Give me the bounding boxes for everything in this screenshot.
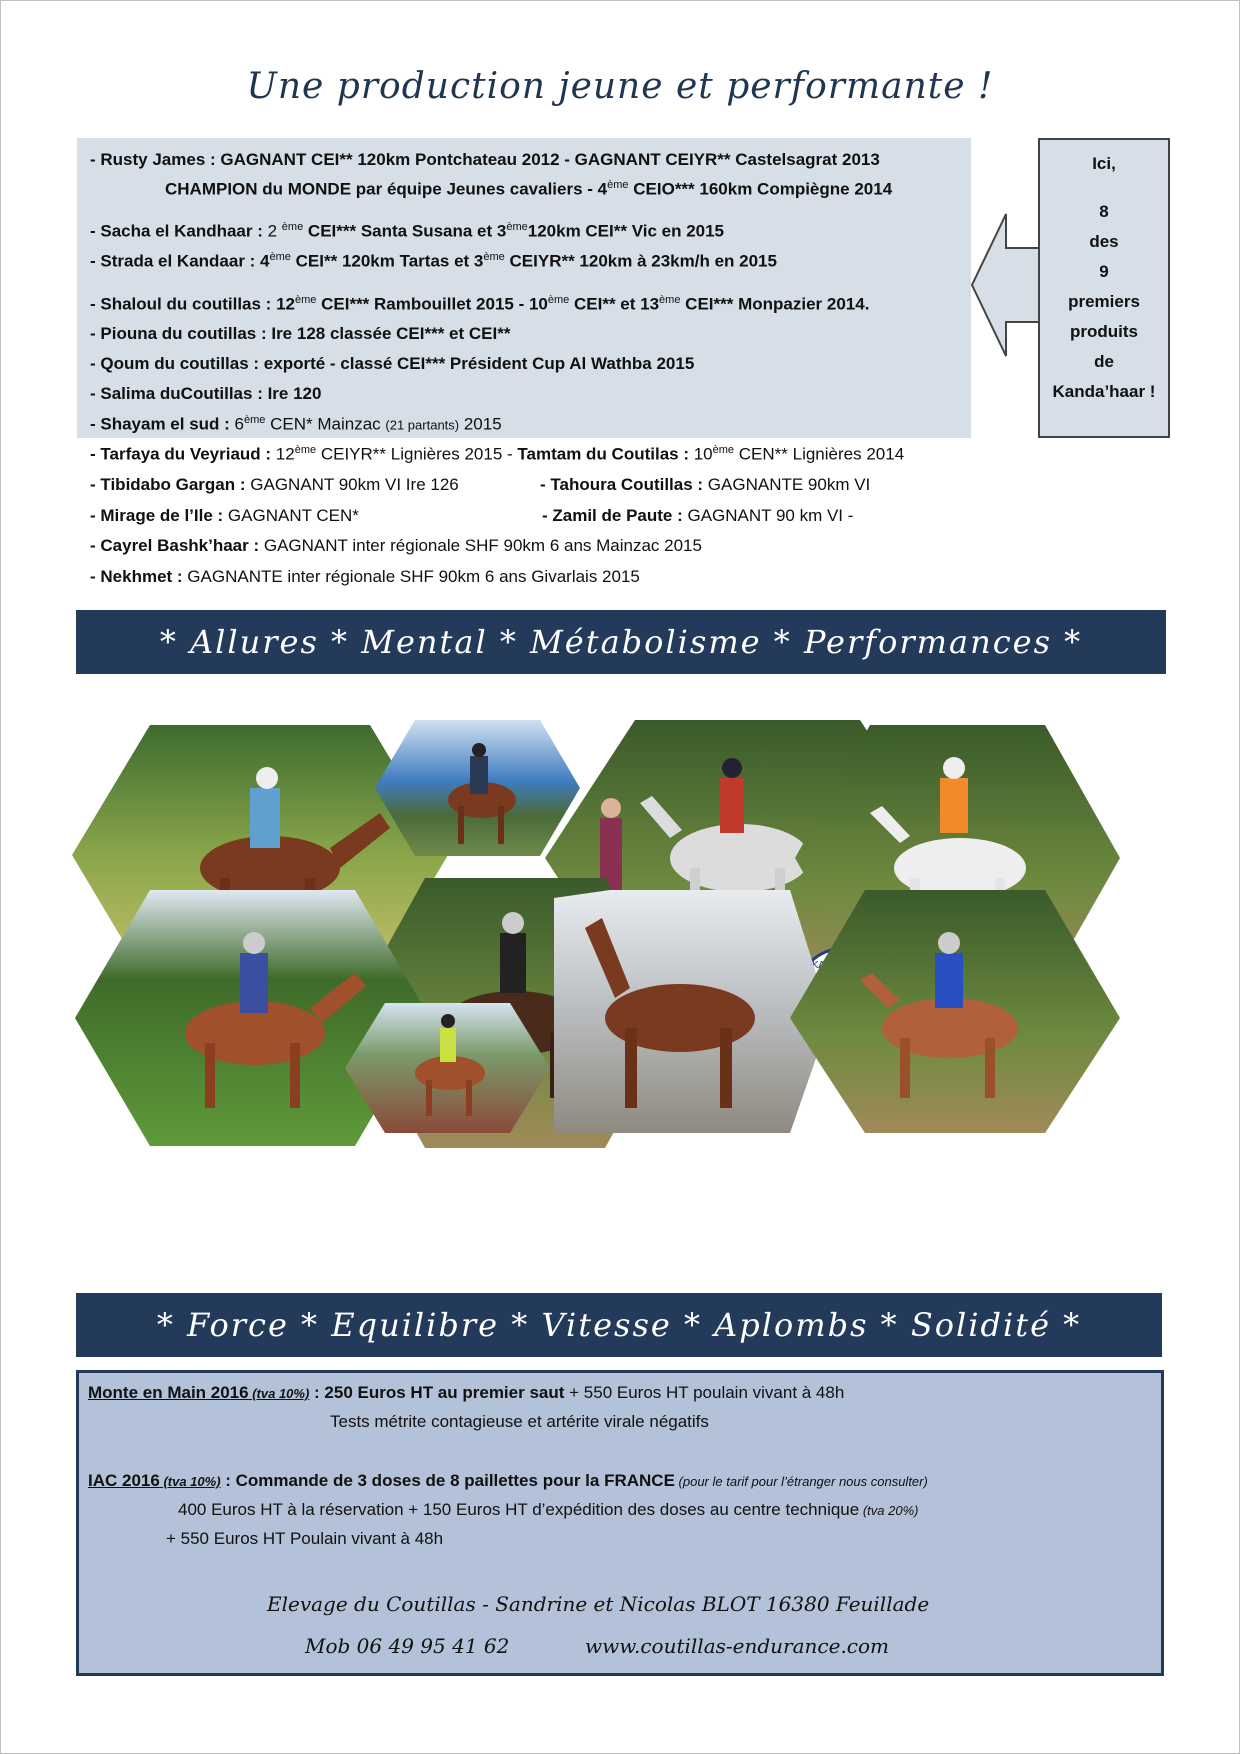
result-note: (21 partants)	[385, 417, 460, 433]
ordinal-sup: ème	[506, 221, 528, 233]
colon: :	[220, 1471, 231, 1490]
horse-name: - Tarfaya du Veyriaud :	[90, 444, 272, 464]
result-text: Ire 128 classée CEI*** et CEI**	[266, 324, 511, 343]
ordinal-sup: ème	[607, 179, 629, 191]
ordinal-sup: ème	[659, 294, 681, 306]
callout-line: premiers	[1068, 292, 1140, 311]
result-text: CEIYR** 120km à 23km/h en 2015	[504, 251, 777, 271]
monte-tva: (tva 10%)	[248, 1386, 310, 1401]
result-text: GAGNANT CEI** 120km Pontchateau 2012 - GAGNANT CEIYR** Castelsagrat 2013	[215, 150, 880, 169]
phone-number: Mob 06 49 95 41 62	[305, 1634, 510, 1658]
page-title: Une production jeune et performante !	[246, 66, 994, 107]
iac-line	[88, 1471, 928, 1491]
photo-horse-barn	[554, 890, 830, 1133]
result-tahoura	[540, 475, 870, 495]
result-text: CEI*** Monpazier 2014.	[680, 294, 870, 314]
monte-label: Monte en Main 2016	[88, 1383, 249, 1402]
monte-extra: + 550 Euros HT poulain vivant à 48h	[564, 1383, 845, 1402]
iac-line-3: + 550 Euros HT Poulain vivant à 48h	[166, 1529, 444, 1548]
result-salima	[90, 384, 321, 404]
result-text: CEN** Lignières 2014	[734, 444, 905, 464]
callout-line: Ici,	[1092, 154, 1116, 173]
horse-name: - Salima duCoutillas :	[90, 384, 263, 403]
horse-name: - Piouna du coutillas :	[90, 324, 267, 343]
horse-name: - Qoum du coutillas :	[90, 354, 260, 373]
qualities-banner-top: * Allures * Mental * Métabolisme * Performances *	[76, 610, 1166, 674]
result-rusty-james	[90, 150, 880, 170]
result-strada	[90, 251, 777, 272]
result-text: 120km CEI** Vic en 2015	[527, 221, 725, 241]
result-text: CEIYR** Lignières 2015 -	[316, 444, 518, 464]
horse-name: - Strada el Kandaar :	[90, 251, 256, 271]
ordinal-sup: ème	[483, 251, 505, 263]
result-cayrel	[90, 536, 702, 556]
iac-label: IAC 2016	[88, 1471, 160, 1490]
result-text: CHAMPION du MONDE par équipe Jeunes cavaliers - 4	[165, 179, 608, 199]
photo-rider-heath	[345, 1003, 550, 1133]
result-text: GAGNANTE inter régionale SHF 90km 6 ans Givarlais 2015	[182, 567, 640, 586]
horse-name: - Rusty James :	[90, 150, 216, 169]
result-text: 2	[262, 221, 282, 241]
result-text: CEI*** Santa Susana et 3	[303, 221, 507, 241]
horse-name: - Zamil de Paute :	[542, 506, 683, 525]
colon: :	[309, 1383, 320, 1402]
result-sacha	[90, 221, 724, 242]
callout-line: 9	[1099, 262, 1109, 281]
tests-line: Tests métrite contagieuse et artérite virale négatifs	[330, 1412, 709, 1431]
callout-line: des	[1089, 232, 1119, 251]
callout-box	[1038, 138, 1170, 438]
result-shayam	[90, 414, 502, 435]
ordinal-sup: ème	[712, 444, 735, 456]
result-text: 4	[255, 251, 270, 271]
result-text: Ire 120	[262, 384, 322, 403]
result-text: CEI*** Rambouillet 2015 - 10	[316, 294, 548, 314]
result-text: 12	[271, 444, 295, 464]
horse-name: - Shaloul du coutillas :	[90, 294, 272, 314]
result-text: CEIO*** 160km Compiègne 2014	[628, 179, 893, 199]
horse-photo-gallery	[70, 718, 1170, 1278]
monte-line	[88, 1383, 844, 1403]
breeder-address: Elevage du Coutillas - Sandrine et Nicolas BLOT 16380 Feuillade	[267, 1592, 930, 1616]
result-shaloul	[90, 294, 869, 315]
iac-line-2	[178, 1500, 918, 1520]
horse-name: - Cayrel Bashk’haar :	[90, 536, 260, 555]
result-text: GAGNANT 90km VI Ire 126	[245, 475, 459, 494]
ordinal-sup: ème	[281, 221, 304, 233]
ordinal-sup: ème	[269, 251, 291, 263]
ordinal-sup: ème	[294, 294, 317, 306]
horse-name: Tamtam du Coutilas :	[517, 444, 689, 464]
horse-name: - Shayam el sud :	[90, 414, 230, 434]
result-text: GAGNANT CEN*	[223, 506, 359, 525]
ordinal-sup: ème	[244, 414, 266, 426]
result-text: CEI** 120km Tartas et 3	[290, 251, 484, 271]
monte-price: 250 Euros HT au premier saut	[319, 1383, 565, 1402]
callout-line: Kanda’haar !	[1052, 382, 1156, 401]
result-text: 2015	[459, 414, 502, 434]
result-text: 12	[271, 294, 295, 314]
iac-tva-2: (tva 20%)	[859, 1503, 919, 1518]
qualities-banner-bottom: * Force * Equilibre * Vitesse * Aplombs * Solidité *	[76, 1293, 1162, 1357]
horse-name: - Mirage de l’Ile :	[90, 506, 224, 525]
result-tarfaya	[90, 444, 904, 465]
result-text: GAGNANT inter régionale SHF 90km 6 ans Mainzac 2015	[259, 536, 702, 555]
horse-name: - Tibidabo Gargan :	[90, 475, 246, 494]
result-nekhmet	[90, 567, 640, 587]
ordinal-sup: ème	[294, 444, 317, 456]
website-link[interactable]: www.coutillas-endurance.com	[585, 1634, 890, 1658]
ordinal-sup: ème	[547, 294, 570, 306]
callout-line: de	[1094, 352, 1114, 371]
horse-name: - Tahoura Coutillas :	[540, 475, 704, 494]
iac-tva: (tva 10%)	[159, 1474, 221, 1489]
result-text: GAGNANTE 90km VI	[703, 475, 871, 494]
result-text: CEN* Mainzac	[265, 414, 386, 434]
result-rusty-james-2	[165, 179, 892, 200]
result-zamil	[542, 506, 853, 526]
iac-note: (pour le tarif pour l’étranger nous consulter)	[674, 1474, 928, 1489]
photo-rider-lake	[375, 720, 580, 856]
result-piouna	[90, 324, 510, 344]
result-text: CEI** et 13	[569, 294, 660, 314]
result-qoum	[90, 354, 694, 374]
result-text: 6	[229, 414, 245, 434]
pricing-panel	[76, 1370, 1164, 1676]
result-mirage	[90, 506, 359, 526]
result-text: 10	[689, 444, 713, 464]
callout-line: produits	[1070, 322, 1138, 341]
iac-price: 400 Euros HT à la réservation + 150 Euros HT d’expédition des doses au centre technique	[178, 1500, 860, 1519]
iac-order: Commande de 3 doses de 8 paillettes pour la FRANCE	[230, 1471, 675, 1490]
horse-name: - Nekhmet :	[90, 567, 183, 586]
left-arrow-icon	[970, 212, 1042, 358]
callout-line: 8	[1099, 202, 1109, 221]
result-text: exporté - classé CEI*** Président Cup Al Wathba 2015	[259, 354, 695, 373]
horse-name: - Sacha el Kandhaar :	[90, 221, 263, 241]
result-text: GAGNANT 90 km VI -	[682, 506, 854, 525]
result-tibidabo	[90, 475, 459, 495]
